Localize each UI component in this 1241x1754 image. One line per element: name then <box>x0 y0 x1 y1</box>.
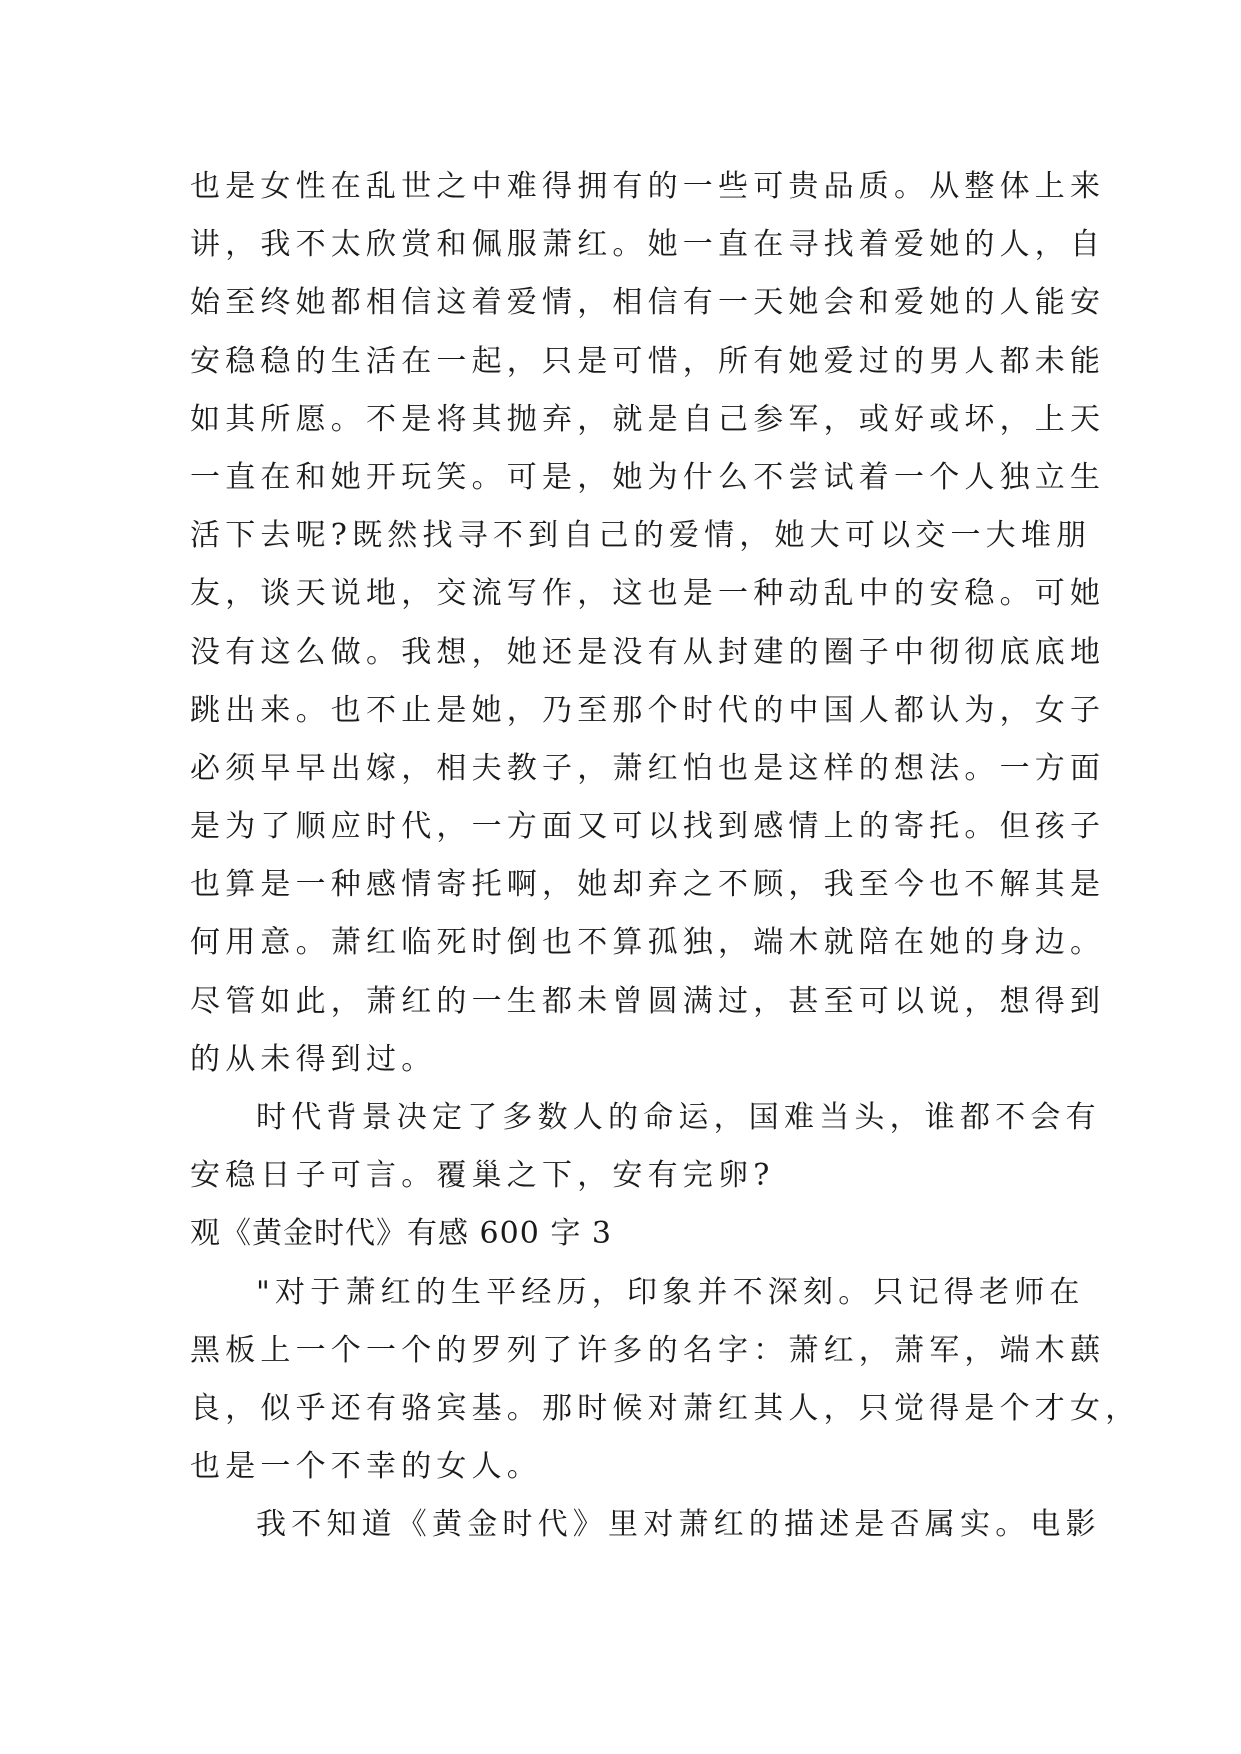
text-line: 是为了顺应时代，一方面又可以找到感情上的寄托。但孩子 <box>190 809 1106 845</box>
text-line: 活下去呢?既然找寻不到自己的爱情，她大可以交一大堆朋 <box>190 518 1092 554</box>
body-text <box>190 158 1141 1555</box>
text-line: 尽管如此，萧红的一生都未曾圆满过，甚至可以说，想得到 <box>190 983 1106 1019</box>
text-line: 如其所愿。不是将其抛弃，就是自己参军，或好或坏，上天 <box>190 401 1106 437</box>
text-line: 安稳稳的生活在一起，只是可惜，所有她爱过的男人都未能 <box>190 343 1106 379</box>
text-line: 黑板上一个一个的罗列了许多的名字：萧红，萧军，端木蕻 <box>190 1332 1106 1368</box>
text-line: 讲，我不太欣赏和佩服萧红。她一直在寻找着爱她的人，自 <box>190 227 1106 263</box>
text-line: 也是一个不幸的女人。 <box>190 1449 542 1485</box>
text-line: 始至终她都相信这着爱情，相信有一天她会和爱她的人能安 <box>190 285 1106 321</box>
text-line: 也是女性在乱世之中难得拥有的一些可贵品质。从整体上来 <box>190 169 1106 204</box>
text-line: 的从未得到过。 <box>190 1041 437 1077</box>
paragraph-start-line: 我不知道《黄金时代》里对萧红的描述是否属实。电影 <box>256 1507 1101 1543</box>
paragraph-start-line: 时代背景决定了多数人的命运，国难当头，谁都不会有 <box>256 1100 1101 1135</box>
paragraph-start-line: "对于萧红的生平经历，印象并不深刻。只记得老师在 <box>256 1274 1085 1310</box>
text-line: 也算是一种感情寄托啊，她却弃之不顾，我至今也不解其是 <box>190 867 1106 903</box>
text-line: 跳出来。也不止是她，乃至那个时代的中国人都认为，女子 <box>190 692 1106 728</box>
text-line: 良，似乎还有骆宾基。那时候对萧红其人，只觉得是个才女， <box>190 1390 1141 1426</box>
text-line: 安稳日子可言。覆巢之下，安有完卵? <box>190 1158 775 1194</box>
text-line: 友，谈天说地，交流写作，这也是一种动乱中的安稳。可她 <box>190 576 1106 612</box>
text-line: 一直在和她开玩笑。可是，她为什么不尝试着一个人独立生 <box>190 459 1106 495</box>
text-line: 必须早早出嫁，相夫教子，萧红怕也是这样的想法。一方面 <box>190 750 1106 786</box>
text-line: 何用意。萧红临死时倒也不算孤独，端木就陪在她的身边。 <box>190 925 1106 961</box>
text-line: 没有这么做。我想，她还是没有从封建的圈子中彻彻底底地 <box>190 634 1106 670</box>
section-heading: 观《黄金时代》有感 600 字 3 <box>190 1216 612 1252</box>
